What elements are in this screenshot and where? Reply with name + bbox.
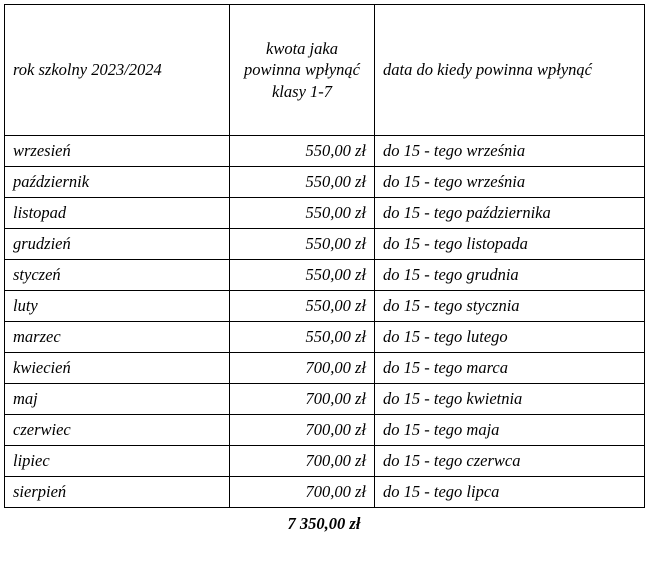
header-due-date: data do kiedy powinna wpłynąć bbox=[375, 5, 645, 136]
cell-month: marzec bbox=[5, 322, 230, 353]
cell-month: sierpień bbox=[5, 477, 230, 508]
cell-month: styczeń bbox=[5, 260, 230, 291]
cell-date: do 15 - tego kwietnia bbox=[375, 384, 645, 415]
cell-month: czerwiec bbox=[5, 415, 230, 446]
cell-amount: 550,00 zł bbox=[230, 167, 375, 198]
cell-date: do 15 - tego listopada bbox=[375, 229, 645, 260]
header-school-year: rok szkolny 2023/2024 bbox=[5, 5, 230, 136]
cell-amount: 550,00 zł bbox=[230, 322, 375, 353]
cell-amount: 700,00 zł bbox=[230, 446, 375, 477]
cell-month: październik bbox=[5, 167, 230, 198]
cell-date: do 15 - tego września bbox=[375, 136, 645, 167]
cell-amount: 550,00 zł bbox=[230, 229, 375, 260]
cell-date: do 15 - tego października bbox=[375, 198, 645, 229]
table-row bbox=[5, 229, 645, 260]
table-row bbox=[5, 136, 645, 167]
table-row bbox=[5, 415, 645, 446]
cell-amount: 700,00 zł bbox=[230, 477, 375, 508]
cell-date: do 15 - tego września bbox=[375, 167, 645, 198]
table-row bbox=[5, 477, 645, 508]
cell-month: grudzień bbox=[5, 229, 230, 260]
cell-amount: 550,00 zł bbox=[230, 260, 375, 291]
cell-amount: 700,00 zł bbox=[230, 384, 375, 415]
cell-amount: 700,00 zł bbox=[230, 415, 375, 446]
table-body bbox=[5, 5, 645, 508]
cell-month: wrzesień bbox=[5, 136, 230, 167]
cell-amount: 550,00 zł bbox=[230, 136, 375, 167]
table-header-row bbox=[5, 5, 645, 136]
table-row bbox=[5, 291, 645, 322]
cell-date: do 15 - tego maja bbox=[375, 415, 645, 446]
table-row bbox=[5, 322, 645, 353]
cell-month: listopad bbox=[5, 198, 230, 229]
cell-amount: 550,00 zł bbox=[230, 291, 375, 322]
cell-month: luty bbox=[5, 291, 230, 322]
table-row bbox=[5, 167, 645, 198]
cell-amount: 550,00 zł bbox=[230, 198, 375, 229]
table-row bbox=[5, 198, 645, 229]
payment-schedule-table bbox=[4, 4, 645, 508]
table-row bbox=[5, 353, 645, 384]
header-amount: kwota jaka powinna wpłynąć klasy 1-7 bbox=[230, 5, 375, 136]
cell-date: do 15 - tego grudnia bbox=[375, 260, 645, 291]
table-row bbox=[5, 384, 645, 415]
cell-month: kwiecień bbox=[5, 353, 230, 384]
document-page bbox=[0, 4, 650, 562]
cell-date: do 15 - tego marca bbox=[375, 353, 645, 384]
table-row bbox=[5, 260, 645, 291]
cell-amount: 700,00 zł bbox=[230, 353, 375, 384]
table-row bbox=[5, 446, 645, 477]
cell-date: do 15 - tego stycznia bbox=[375, 291, 645, 322]
cell-month: maj bbox=[5, 384, 230, 415]
cell-date: do 15 - tego czerwca bbox=[375, 446, 645, 477]
total-amount: 7 350,00 zł bbox=[287, 514, 361, 533]
cell-month: lipiec bbox=[5, 446, 230, 477]
cell-date: do 15 - tego lutego bbox=[375, 322, 645, 353]
cell-date: do 15 - tego lipca bbox=[375, 477, 645, 508]
